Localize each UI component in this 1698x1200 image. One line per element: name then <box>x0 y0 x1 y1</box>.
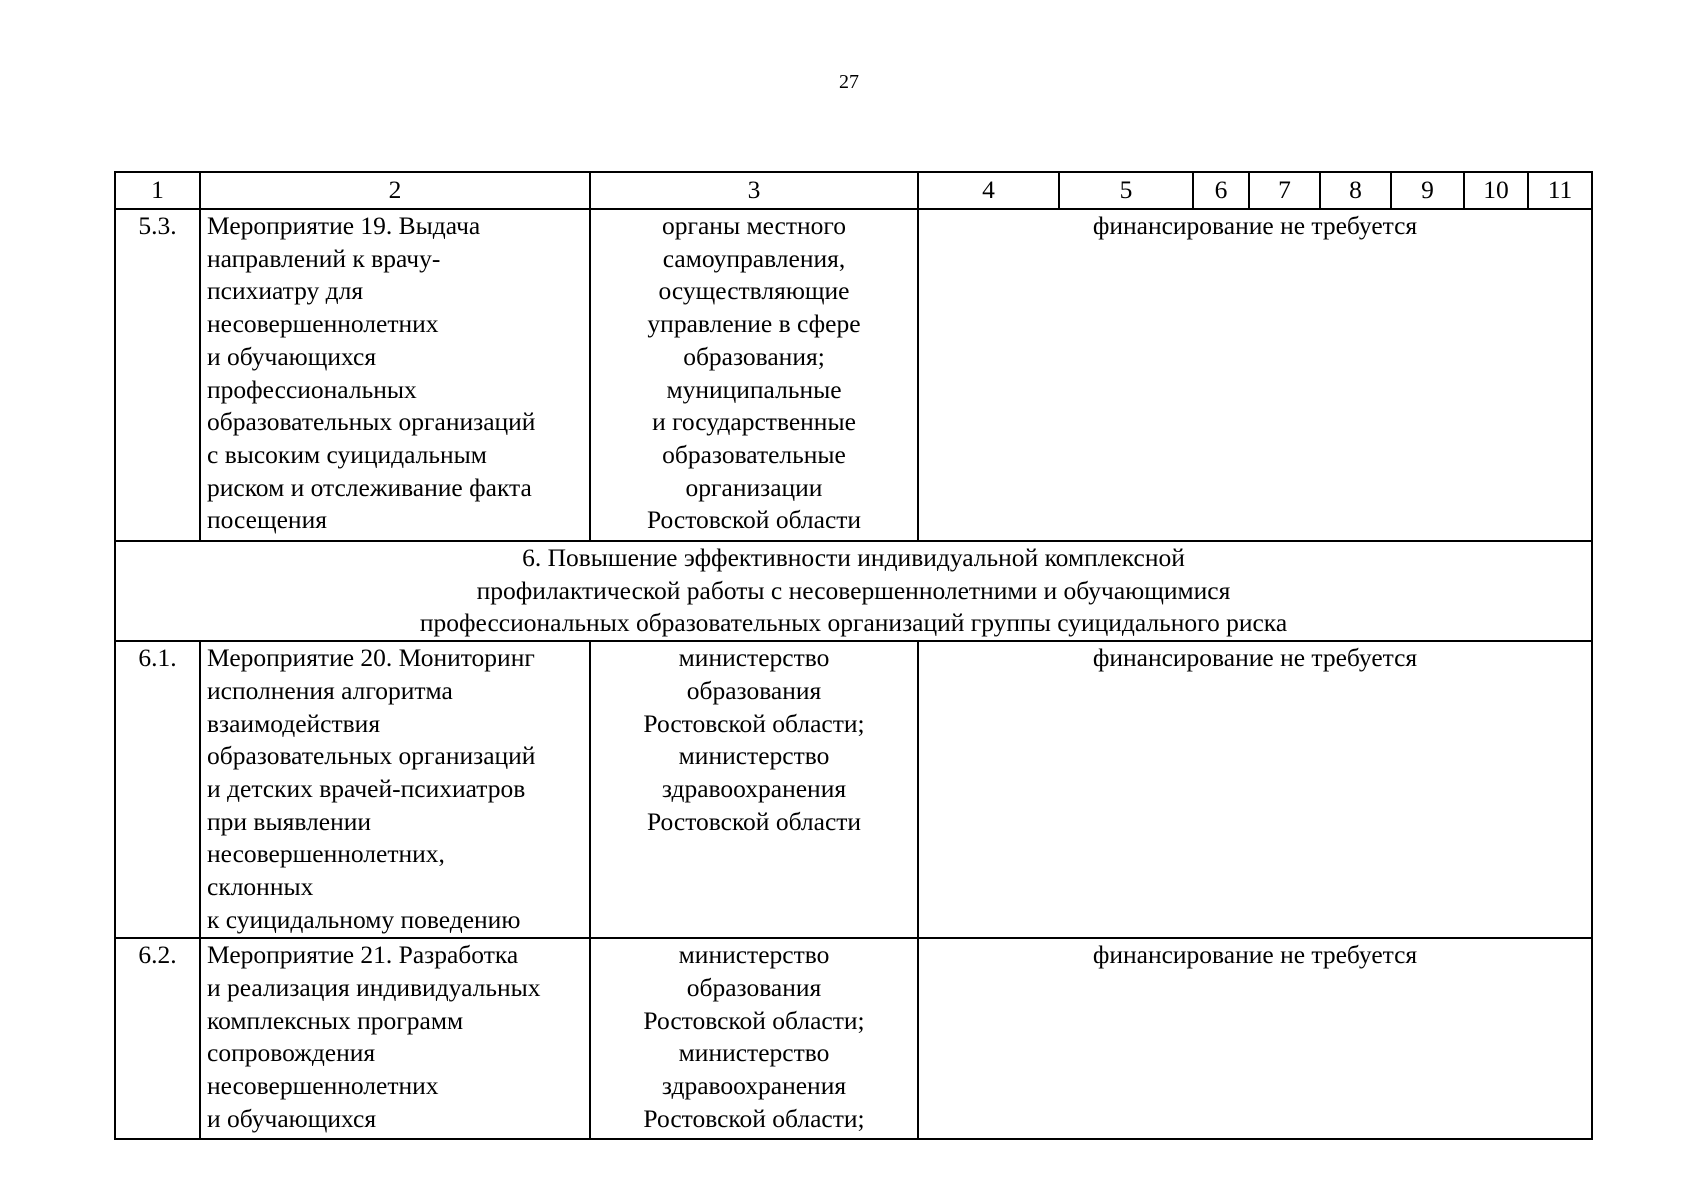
column-header: 7 <box>1249 172 1320 209</box>
table-row <box>115 938 1592 1139</box>
funding-note: финансирование не требуется <box>918 209 1592 541</box>
column-header: 4 <box>918 172 1059 209</box>
column-header: 9 <box>1391 172 1464 209</box>
item-number: 5.3. <box>115 209 200 541</box>
measures-table <box>114 171 1593 1140</box>
page-number: 27 <box>839 71 859 93</box>
column-header: 3 <box>590 172 918 209</box>
measure-description: Мероприятие 19. Выдача направлений к врачу- психиатру для несовершеннолетних и обучающихся профессиональных образовательных организаций с высоким суицидальным риском и отслеживание факта посещения <box>200 209 590 541</box>
executor-cell: органы местного самоуправления, осуществляющие управление в сфере образования; муниципальные и государственные образовательные организации Ростовской области <box>590 209 918 541</box>
measure-description: Мероприятие 20. Мониторинг исполнения алгоритма взаимодействия образовательных организаций и детских врачей-психиатров при выявлении несовершеннолетних, склонных к суицидальному поведению <box>200 641 590 938</box>
section-heading-row <box>115 541 1592 641</box>
column-header: 10 <box>1464 172 1528 209</box>
item-number: 6.1. <box>115 641 200 938</box>
column-header: 11 <box>1528 172 1592 209</box>
funding-note: финансирование не требуется <box>918 641 1592 938</box>
executor-cell: министерство образования Ростовской области; министерство здравоохранения Ростовской области <box>590 641 918 938</box>
item-number: 6.2. <box>115 938 200 1139</box>
section-heading: 6. Повышение эффективности индивидуальной комплексной профилактической работы с несовершеннолетними и обучающимися профессиональных образовательных организаций группы суицидального риска <box>115 541 1592 641</box>
column-header: 5 <box>1059 172 1193 209</box>
column-number-row <box>115 172 1592 209</box>
column-header: 6 <box>1193 172 1249 209</box>
table-row <box>115 209 1592 541</box>
table-row <box>115 641 1592 938</box>
column-header: 1 <box>115 172 200 209</box>
funding-note: финансирование не требуется <box>918 938 1592 1139</box>
column-header: 2 <box>200 172 590 209</box>
executor-cell: министерство образования Ростовской области; министерство здравоохранения Ростовской области; <box>590 938 918 1139</box>
column-header: 8 <box>1320 172 1391 209</box>
measure-description: Мероприятие 21. Разработка и реализация индивидуальных комплексных программ сопровождения несовершеннолетних и обучающихся <box>200 938 590 1139</box>
